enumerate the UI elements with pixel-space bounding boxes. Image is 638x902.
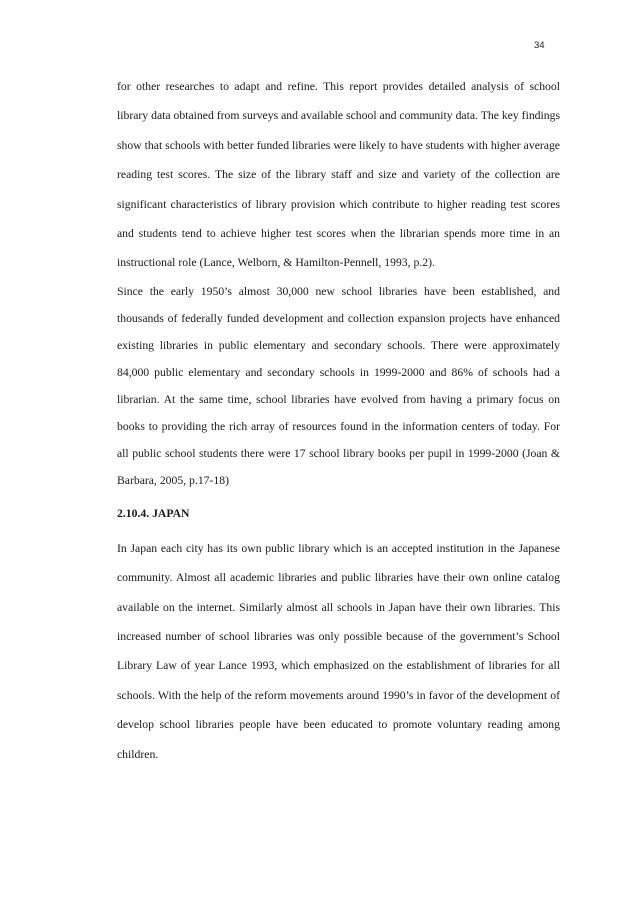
document-body [117,72,560,769]
section-heading-japan: 2.10.4. JAPAN [117,506,190,520]
page-number: 34 [534,40,545,51]
paragraph-school-library-growth: Since the early 1950’s almost 30,000 new school libraries have been established, and thousands of federally funded development and collection expansion projects have enhanced existing libraries in public elementary and secondary schools. There were approximately 84,000 public elementary and secondary schools in 1999-2000 and 86% of schools had a librarian. At the same time, school libraries have evolved from having a primary focus on books to providing the rich array of resources found in the information centers of today. For all public school students there were 17 school library books per pupil in 1999-2000 (Joan & Barbara, 2005, p.17-18) [117,284,560,487]
paragraph-library-research: for other researches to adapt and refine. This report provides detailed analysis of school library data obtained from surveys and available school and community data. The key findings show that schools with better funded libraries were likely to have students with higher average reading test scores. The size of the library staff and size and variety of the collection are significant characteristics of library provision which contribute to higher reading test scores and students tend to achieve higher test scores when the librarian spends more time in an instructional role (Lance, Welborn, & Hamilton-Pennell, 1993, p.2). [117,80,560,270]
paragraph-japan-libraries: In Japan each city has its own public library which is an accepted institution in the Japanese community. Almost all academic libraries and public libraries have their own online catalog available on the internet. Similarly almost all schools in Japan have their own libraries. This increased number of school libraries was only possible because of the government’s School Library Law of year Lance 1993, which emphasized on the establishment of libraries for all schools. With the help of the reform movements around 1990’s in favor of the development of develop school libraries people have been educated to promote voluntary reading among children. [117,541,560,761]
